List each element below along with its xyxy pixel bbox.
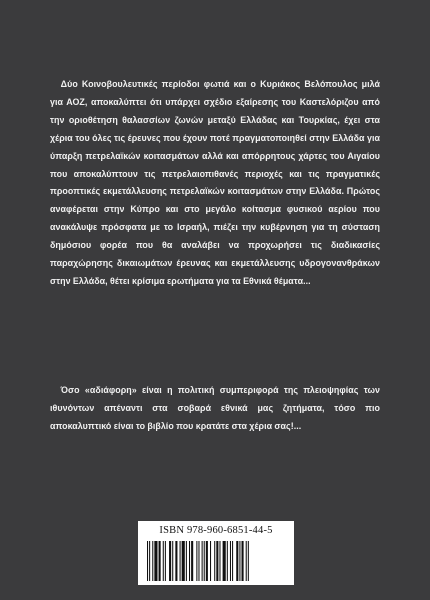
isbn-barcode-box <box>138 521 294 585</box>
barcode-icon <box>146 541 286 581</box>
blurb-paragraph-1: Δύο Κοινοβουλευτικές περίοδοι φωτιά και ο Κυριάκος Βελόπουλος μιλά για ΑΟΖ, αποκαλύπτει ότι υπάρχει σχέδιο εξαίρεσης του Καστελόριζου από την οριοθέτηση θαλασσίων ζωνών μεταξύ Ελλάδας και Τουρκίας, έχει στα χέρια του όλες τις έρευνες που έχουν ποτέ πραγματοποιηθεί στην Ελλάδα για ύπαρξη πετρελαϊκών κοιτασμάτων αλλά και απόρρητους χάρτες του Αιγαίου που αποκαλύπτουν τις πετρελαιοπιθανές περιοχές και τις πραγματικές προοπτικές εκμετάλλευσης πετρελαϊκών κοιτασμάτων στην Ελλάδα. Πρώτος αναφέρεται στην Κύπρο και στο μεγάλο κοίτασμα φυσικού αερίου που ανακάλυψε πρόσφατα με το Ισραήλ, πιέζει την κυβέρνηση για τη σύσταση δημόσιου φορέα που θα αναλάβει να προχωρήσει τις διαδικασίες παραχώρησης δικαιωμάτων έρευνας και εκμετάλλευσης υδρογονανθράκων στην Ελλάδα, θέτει κρίσιμα ερωτήματα για τα Εθνικά θέματα... <box>50 79 380 286</box>
blurb-paragraph-2: Όσο «αδιάφορη» είναι η πολιτική συμπεριφορά της πλειοψηφίας των ιθυνόντων απέναντι στα σοβαρά εθνικά μας ζητήματα, τόσο πιο αποκαλυπτικό είναι το βιβλίο που κρατάτε στα χέρια σας!... <box>50 385 380 431</box>
isbn-label: ISBN 978-960-6851-44-5 <box>159 525 273 536</box>
blurb-paragraph-1-block <box>50 76 380 291</box>
blurb-paragraph-2-block <box>50 382 380 436</box>
